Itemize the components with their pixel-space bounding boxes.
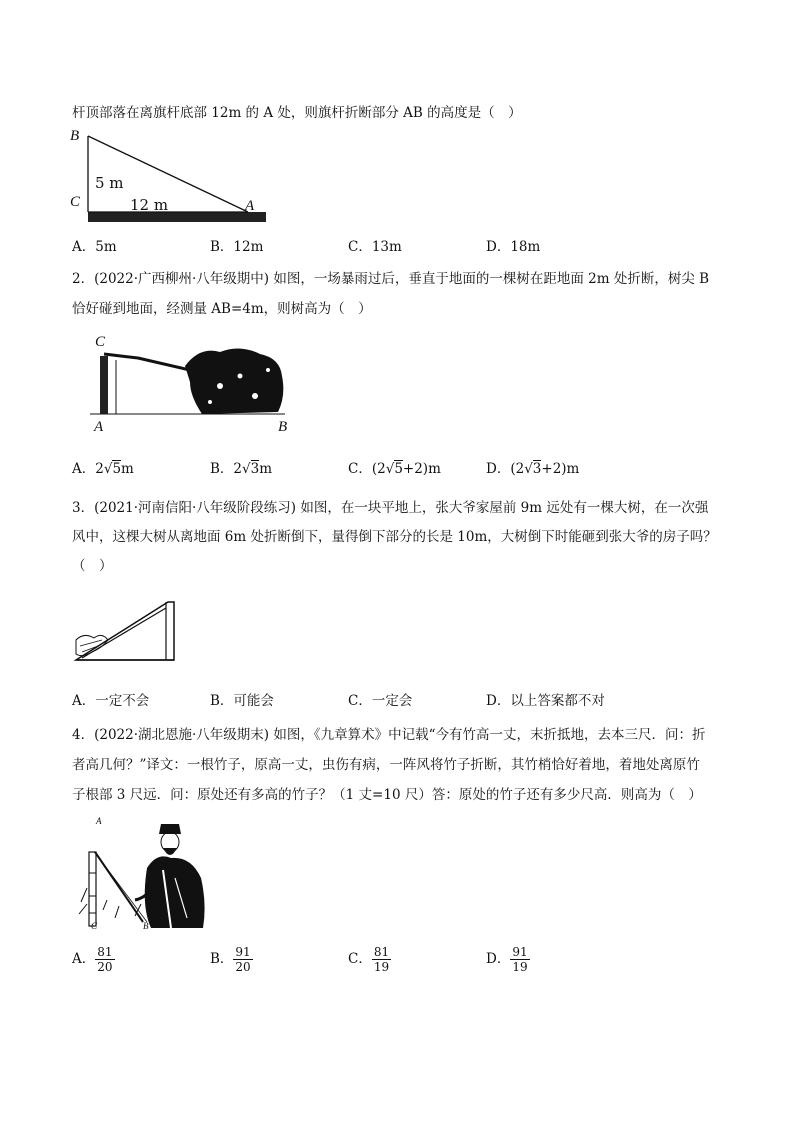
q2-label-b: B bbox=[278, 419, 288, 435]
q4-bamboo-scholar-figure bbox=[75, 818, 210, 933]
q4-option-a[interactable] bbox=[72, 944, 115, 974]
q1-side-ca: 12 m bbox=[130, 196, 169, 214]
q2-option-b[interactable] bbox=[210, 460, 272, 478]
q4-stem-line2: 者高几何？”译文：一根竹子，原高一丈，虫伤有病，一阵风将竹子折断，其竹梢恰好着地，着地处离原竹 bbox=[72, 757, 700, 773]
fraction-numerator: 81 bbox=[97, 945, 113, 959]
q2-option-a-letter: A． bbox=[72, 461, 96, 477]
q4-option-b-fraction bbox=[233, 945, 252, 974]
radical-icon: √ bbox=[385, 461, 395, 477]
q2-stem-line1: 2．(2022·广西柳州·八年级期中) 如图，一场暴雨过后，垂直于地面的一棵树在距地面 2m 处折断，树尖 B bbox=[72, 271, 710, 287]
q3-option-b[interactable]: B．可能会 bbox=[210, 693, 274, 709]
q1-option-d[interactable]: D．18m bbox=[486, 239, 541, 255]
q4-option-a-letter: A． bbox=[72, 951, 96, 967]
q3-option-a[interactable]: A．一定不会 bbox=[72, 693, 150, 709]
q2-label-a: A bbox=[94, 419, 104, 435]
fraction-denominator: 19 bbox=[512, 960, 528, 974]
q4-option-d-fraction bbox=[510, 945, 529, 974]
q1-option-c[interactable]: C．13m bbox=[348, 239, 402, 255]
fraction-numerator: 91 bbox=[512, 945, 528, 959]
q4-option-c-fraction bbox=[372, 945, 391, 974]
q3-option-c[interactable]: C．一定会 bbox=[348, 693, 413, 709]
q2-option-c-post: +2)m bbox=[402, 461, 441, 477]
q4-option-d-letter: D． bbox=[486, 951, 511, 967]
fraction-denominator: 19 bbox=[373, 960, 390, 974]
q2-option-b-post: m bbox=[259, 461, 273, 477]
q3-stem-line2: 风中，这棵大树从离地面 6m 处折断倒下，量得倒下部分的长是 10m，大树倒下时能砸到张大爷的房子吗？ bbox=[72, 529, 717, 545]
q4-option-b-letter: B． bbox=[210, 951, 234, 967]
radical-icon: √ bbox=[524, 461, 533, 477]
q4-label-a: A bbox=[96, 816, 102, 826]
q4-label-c: C bbox=[91, 921, 98, 931]
fraction-numerator: 91 bbox=[235, 945, 251, 959]
q2-option-d-letter: D． bbox=[486, 461, 511, 477]
q1-side-cb: 5 m bbox=[95, 174, 124, 192]
fraction-numerator: 81 bbox=[373, 945, 390, 959]
q2-option-d-radicand: 3 bbox=[532, 461, 542, 477]
q2-option-c-pre: (2 bbox=[371, 461, 386, 477]
fraction-denominator: 20 bbox=[235, 960, 251, 974]
q2-option-c-letter: C． bbox=[348, 461, 372, 477]
q2-label-c: C bbox=[95, 334, 106, 350]
q2-stem-line2: 恰好碰到地面，经测量 AB=4m，则树高为（ ） bbox=[72, 301, 372, 317]
q4-option-a-fraction bbox=[95, 945, 114, 974]
q3-option-d[interactable]: D．以上答案都不对 bbox=[486, 693, 605, 709]
q2-option-b-pre: 2 bbox=[233, 461, 243, 477]
fraction-denominator: 20 bbox=[97, 960, 113, 974]
q4-stem-line3: 子根部 3 尺远．问：原处还有多高的竹子？（1 丈=10 尺）答：原处的竹子还有多少尺高．则高为（ ） bbox=[72, 787, 702, 803]
q1-label-a: A bbox=[245, 198, 255, 214]
q1-option-a[interactable]: A．5m bbox=[72, 239, 117, 255]
q2-option-b-radicand: 3 bbox=[250, 461, 260, 477]
q2-option-d-post: +2)m bbox=[541, 461, 580, 477]
q2-option-a-post: m bbox=[121, 461, 134, 477]
q1-option-b[interactable]: B．12m bbox=[210, 239, 264, 255]
q4-option-b[interactable] bbox=[210, 944, 253, 974]
q2-option-a[interactable] bbox=[72, 460, 134, 478]
q2-option-b-letter: B． bbox=[210, 461, 234, 477]
q4-stem-line1: 4．(2022·湖北恩施·八年级期末) 如图，《九章算术》中记载“今有竹高一丈，末折抵地，去本三尺．问：折 bbox=[72, 727, 706, 743]
q4-label-b: B bbox=[143, 921, 149, 931]
q4-option-c-letter: C． bbox=[348, 951, 372, 967]
q1-label-c: C bbox=[70, 194, 81, 210]
q2-option-d-pre: (2 bbox=[510, 461, 525, 477]
q2-option-c[interactable] bbox=[348, 460, 441, 478]
q2-broken-tree-figure bbox=[90, 336, 290, 416]
q2-option-a-radicand: 5 bbox=[112, 461, 122, 477]
q4-option-c[interactable] bbox=[348, 944, 391, 974]
q3-fallen-tree-figure bbox=[72, 596, 187, 666]
q1-label-b: B bbox=[70, 128, 80, 144]
q1-stem: 杆顶部落在离旗杆底部 12m 的 A 处，则旗杆折断部分 AB 的高度是（ ） bbox=[72, 105, 522, 121]
q2-option-c-radicand: 5 bbox=[394, 461, 403, 477]
q4-option-d[interactable] bbox=[486, 944, 530, 974]
radical-icon: √ bbox=[103, 461, 113, 477]
q2-option-d[interactable] bbox=[486, 460, 579, 478]
radical-icon: √ bbox=[242, 461, 251, 477]
q2-option-a-pre: 2 bbox=[95, 461, 104, 477]
q3-stem-line1: 3．(2021·河南信阳·八年级阶段练习) 如图，在一块平地上，张大爷家屋前 9m 远处有一棵大树，在一次强 bbox=[72, 500, 709, 516]
q3-stem-line3: （ ） bbox=[72, 558, 113, 574]
